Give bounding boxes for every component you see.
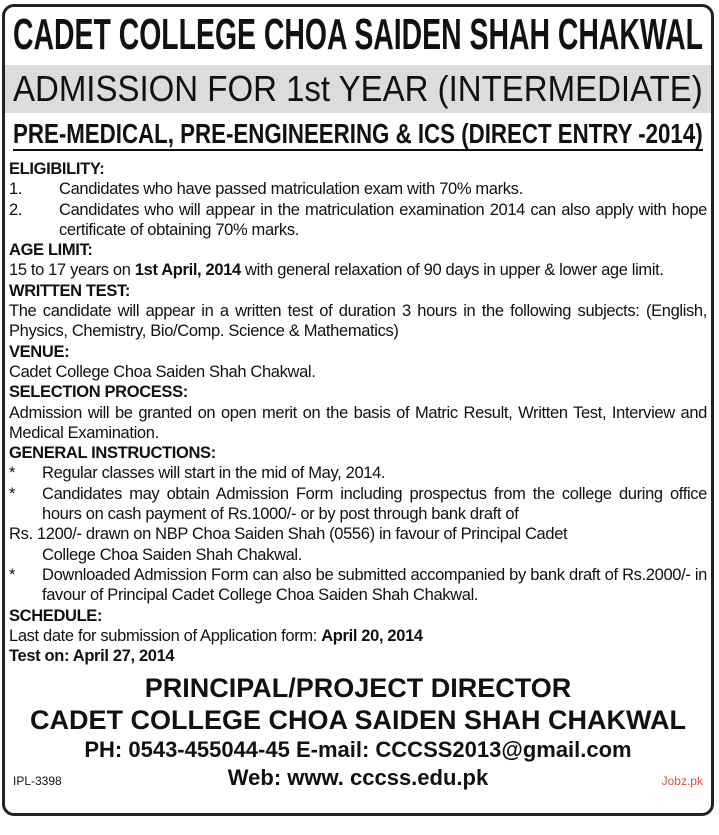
written-test-heading: WRITTEN TEST:: [9, 281, 131, 300]
watermark: Jobz.pk: [661, 774, 703, 789]
college-title-row: [5, 9, 711, 61]
item-text: Candidates who will appear in the matriculation examination 2014 can also apply with hope certificate of obtaining 70% marks.: [59, 200, 707, 239]
item-text: Candidates may obtain Admission Form including prospectus from the college during office hours on cash payment of Rs.1000/- or by post through bank draft of: [42, 484, 707, 524]
ad-border: [2, 4, 714, 816]
item-text: Regular classes will start in the mid of May, 2014.: [42, 464, 386, 483]
footer-last-row: [13, 764, 703, 792]
written-test-text: The candidate will appear in a written test of duration 3 hours in the following subjects: (English, Physics, Chemistry, Bio/Comp. Science & Mathematics): [9, 302, 707, 341]
list-item: [9, 179, 707, 199]
programs-heading: [5, 115, 711, 153]
list-item: [9, 463, 707, 483]
schedule-heading: SCHEDULE:: [9, 606, 103, 625]
item-number: 2.: [9, 200, 23, 219]
ad-footer: [5, 666, 711, 796]
eligibility-heading: ELIGIBILITY:: [9, 160, 105, 178]
test-date: April 27, 2014: [72, 647, 175, 666]
bullet: *: [9, 464, 16, 483]
subtitle-band: [5, 65, 711, 113]
ad-reference: IPL-3398: [13, 774, 62, 789]
instructions-heading: GENERAL INSTRUCTIONS:: [9, 444, 216, 463]
admission-subtitle: ADMISSION FOR 1st YEAR (INTERMEDIATE): [13, 68, 703, 109]
item-text: Downloaded Admission Form can also be submitted accompanied by bank draft of Rs.2000/- in favour of Principal Cadet College Choa Saiden Shah Chakwal.: [42, 565, 707, 605]
venue-text: Cadet College Choa Saiden Shah Chakwal.: [9, 362, 316, 381]
item-continuation-2: College Choa Saiden Shah Chakwal.: [42, 545, 302, 564]
item-number: 1.: [9, 180, 23, 199]
ad-body: [5, 153, 711, 666]
last-date: April 20, 2014: [321, 626, 423, 645]
selection-heading: SELECTION PROCESS:: [9, 383, 188, 402]
last-date-line: [9, 626, 707, 646]
programs-text: PRE-MEDICAL, PRE-ENGINEERING & ICS (DIRECT ENTRY -2014): [13, 118, 703, 149]
age-date: 1st April, 2014: [134, 261, 241, 280]
item-continuation: Rs. 1200/- drawn on NBP Choa Saiden Shah (0556) in favour of Principal Cadet: [9, 525, 568, 544]
age-post: with general relaxation of 90 days in upper & lower age limit.: [240, 261, 664, 280]
bullet: *: [9, 484, 16, 503]
selection-text: Admission will be granted on open merit on the basis of Matric Result, Written Test, Interview and Medical Examination.: [9, 403, 707, 442]
signatory-designation: PRINCIPAL/PROJECT DIRECTOR: [144, 673, 572, 704]
list-item: [9, 200, 707, 241]
test-label: Test on:: [9, 647, 73, 666]
bullet: *: [9, 565, 16, 584]
signatory-institution: CADET COLLEGE CHOA SAIDEN SHAH CHAKWAL: [29, 705, 686, 736]
test-date-line: [9, 646, 707, 666]
list-item: [9, 565, 707, 606]
age-pre: 15 to 17 years on: [9, 261, 135, 280]
age-limit-heading: AGE LIMIT:: [9, 241, 93, 260]
admission-subtitle-row: [5, 65, 711, 113]
age-limit-text: [9, 260, 707, 280]
item-text: Candidates who have passed matriculation exam with 70% marks.: [59, 180, 523, 199]
website: Web: www. cccss.edu.pk: [227, 765, 489, 791]
college-title: CADET COLLEGE CHOA SAIDEN SHAH CHAKWAL: [13, 10, 704, 59]
venue-heading: VENUE:: [9, 342, 70, 361]
contact-info: PH: 0543-455044-45 E-mail: CCCSS2013@gmail.com: [84, 737, 632, 763]
last-date-label: Last date for submission of Application form:: [9, 626, 322, 645]
list-item: [9, 484, 707, 525]
